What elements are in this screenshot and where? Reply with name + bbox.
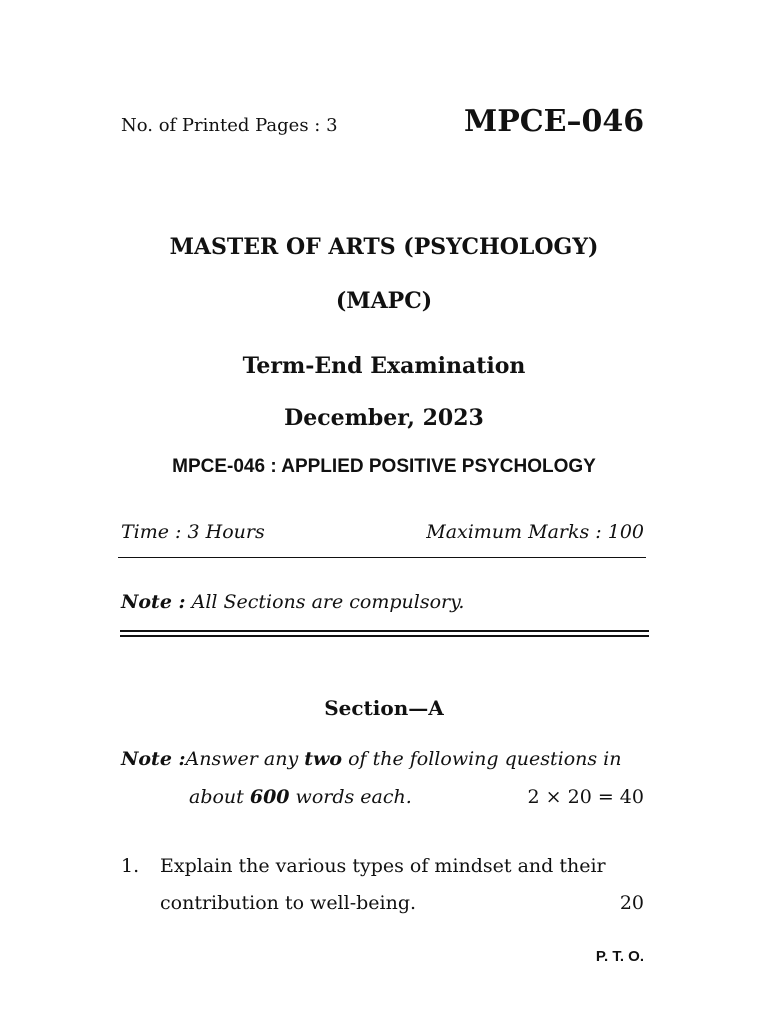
section-note-text3: about — [189, 786, 250, 808]
question-number: 1. — [121, 855, 140, 877]
question-text-line2: contribution to well-being. — [160, 892, 417, 914]
section-note-text2: of the following questions in — [342, 748, 622, 770]
general-note-label: Note : — [121, 591, 186, 613]
section-heading: Section—A — [324, 696, 444, 720]
maximum-marks: Maximum Marks : 100 — [426, 521, 644, 543]
course-title: MPCE-046 : APPLIED POSITIVE PSYCHOLOGY — [172, 456, 596, 477]
section-note-line2 — [189, 786, 412, 808]
exam-date: December, 2023 — [284, 405, 484, 431]
double-rule-bottom — [120, 635, 649, 637]
section-note-label: Note : — [121, 748, 186, 770]
question-text-line1: Explain the various types of mindset and their — [160, 855, 606, 877]
marks-allocation: 2 × 20 = 40 — [527, 786, 644, 808]
section-note-text1: Answer any — [185, 748, 305, 770]
general-note-text: All Sections are compulsory. — [191, 591, 465, 613]
question-marks: 20 — [619, 892, 644, 914]
section-note-emphasis1: two — [304, 748, 343, 770]
double-rule-top — [120, 630, 649, 632]
section-note-emphasis2: 600 — [249, 786, 290, 808]
general-note — [121, 591, 464, 613]
section-note-line1 — [121, 748, 647, 770]
printed-pages: No. of Printed Pages : 3 — [121, 115, 338, 136]
pto-label: P. T. O. — [595, 948, 644, 965]
section-note-text4: words each. — [289, 786, 412, 808]
programme-abbreviation: (MAPC) — [335, 288, 433, 314]
degree-title: MASTER OF ARTS (PSYCHOLOGY) — [169, 234, 599, 260]
exam-title: Term-End Examination — [242, 353, 526, 379]
paper-code: MPCE–046 — [464, 104, 645, 139]
divider-line — [118, 557, 646, 558]
time-allowed: Time : 3 Hours — [121, 521, 265, 543]
